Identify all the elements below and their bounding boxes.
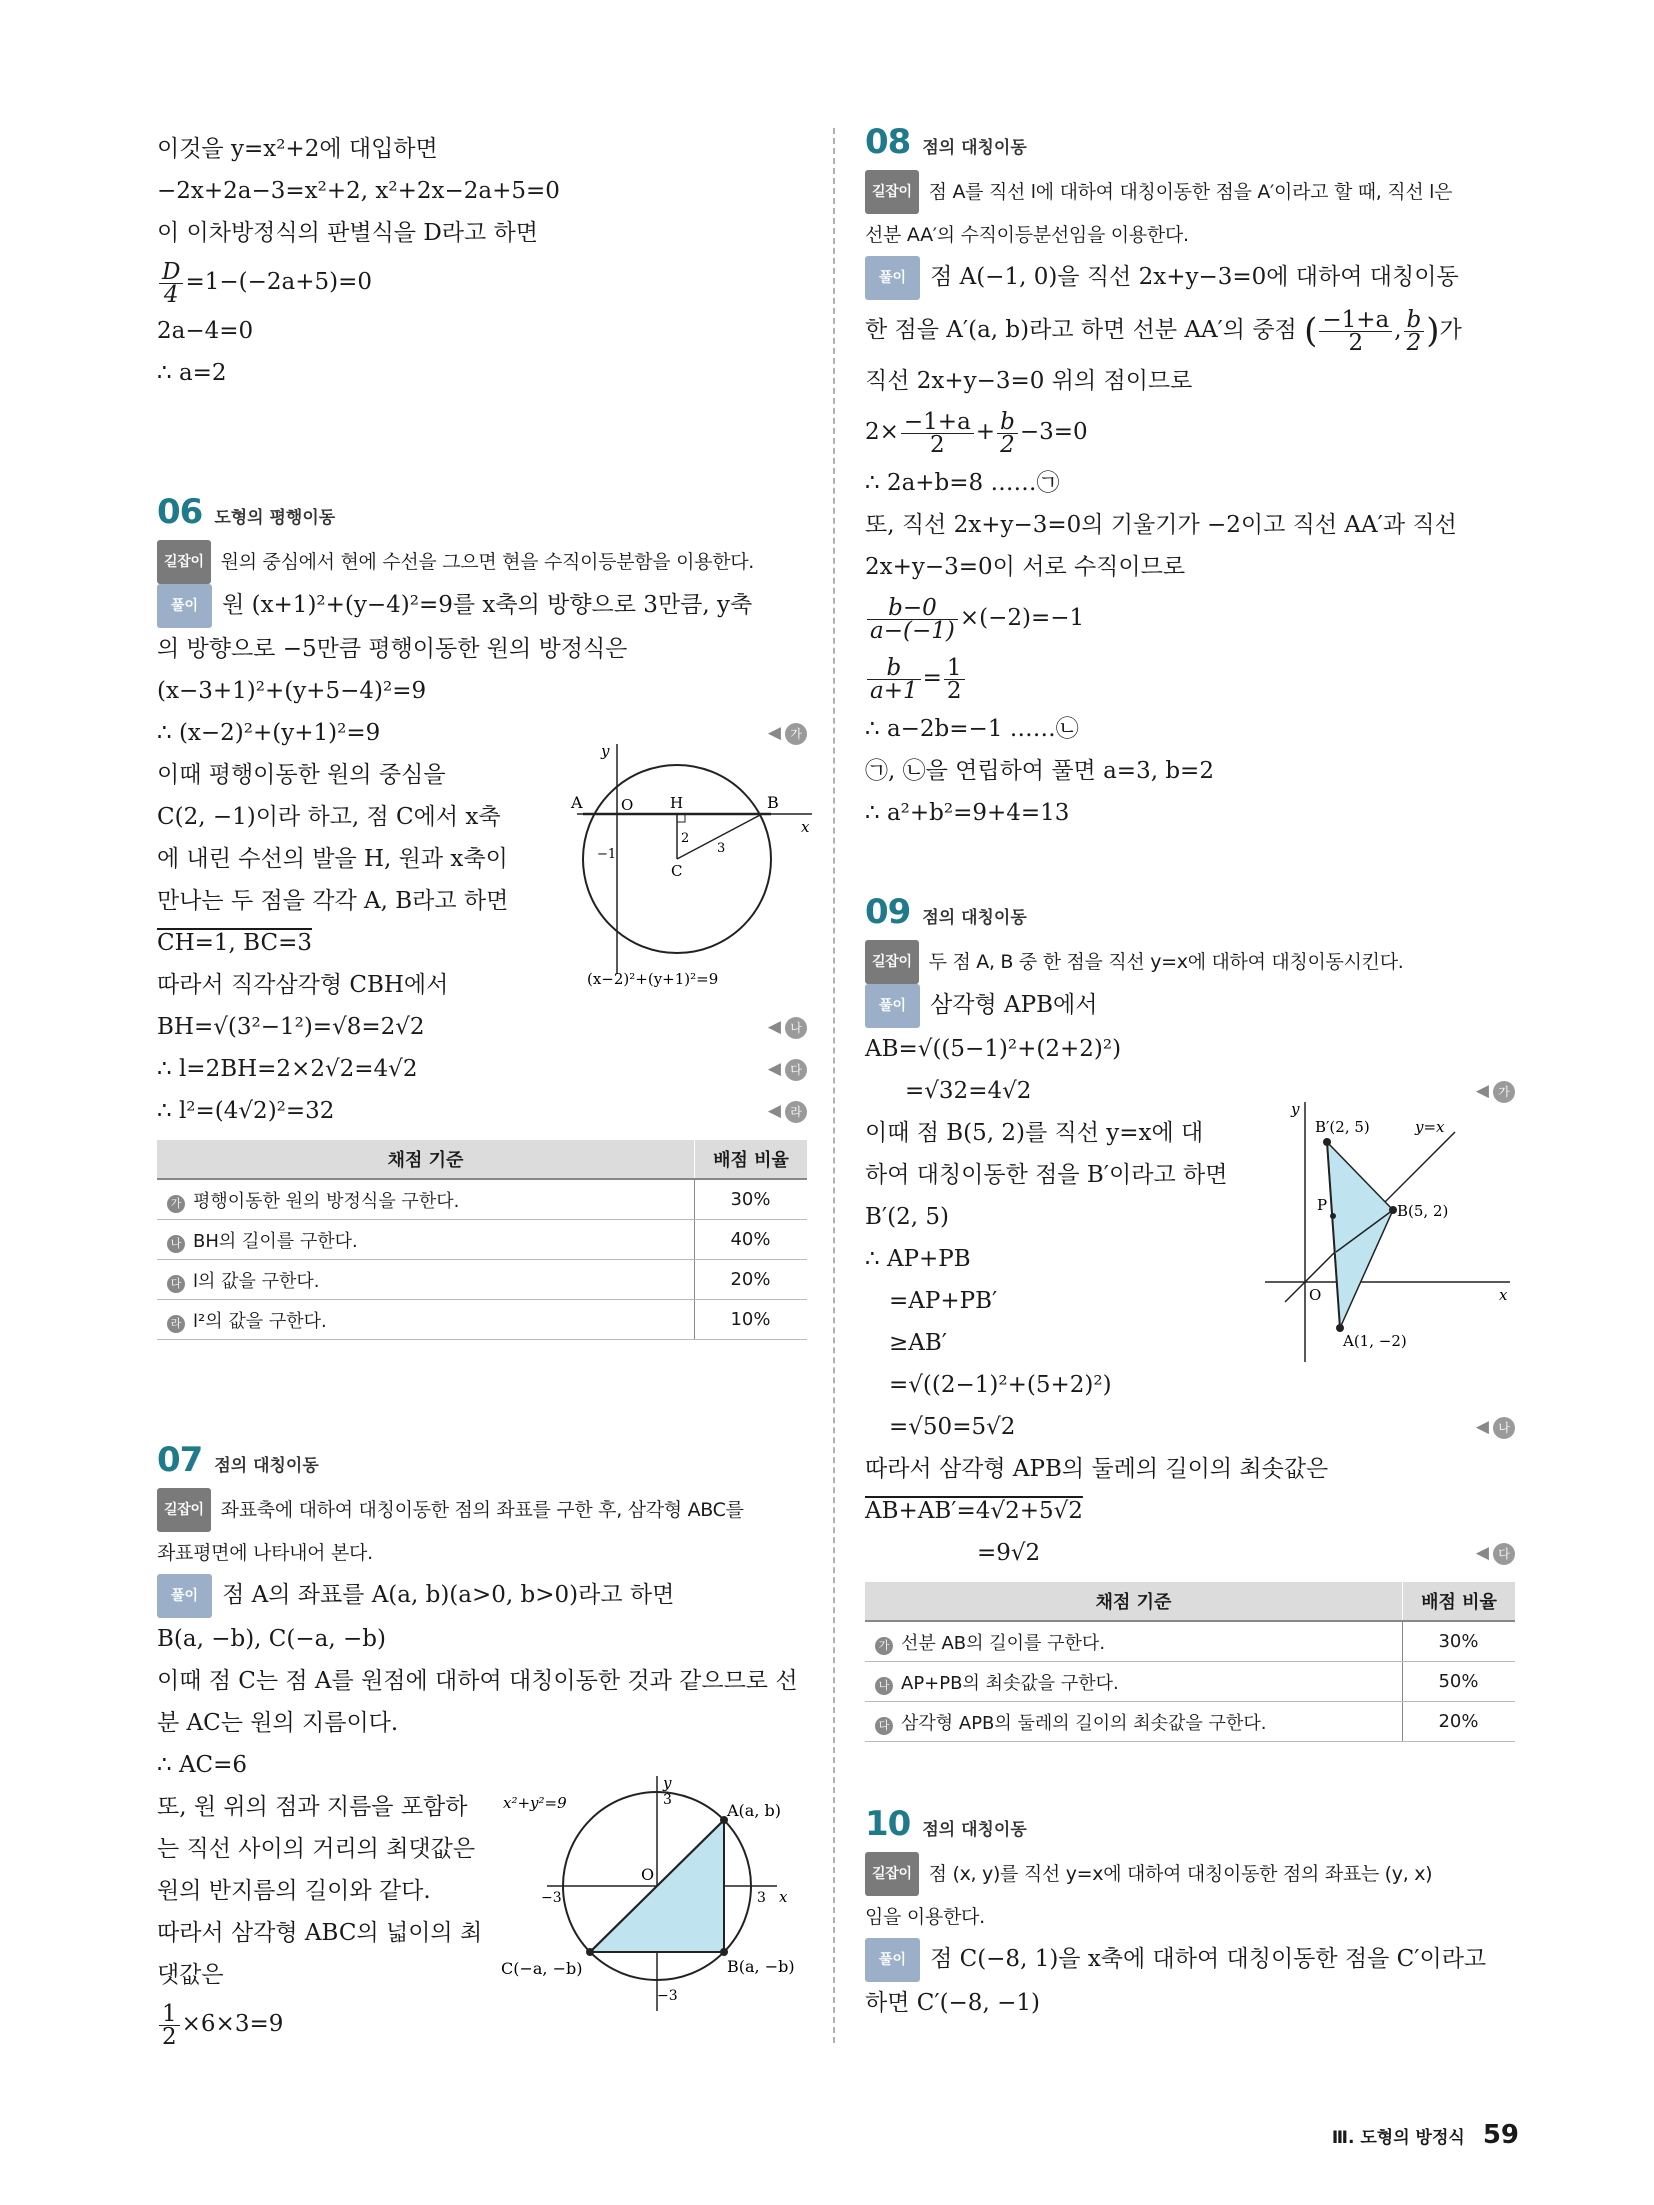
text-line: 원의 반지름의 길이와 같다. [157, 1878, 431, 1904]
text-line: 풀이 점 A의 좌표를 A(a, b)(a>0, b>0)라고 하면 [157, 1574, 807, 1618]
step-marker: ◀ 나 [1476, 1406, 1515, 1448]
label-B: B [767, 793, 779, 812]
text-line: B′(2, 5) [865, 1204, 949, 1230]
tick-y-3: −3 [657, 1988, 678, 2004]
fraction: $\frac{1}{2}$ [944, 657, 965, 702]
label-circle-eq: x²+y²=9 [503, 1794, 567, 1812]
text-line: 또, 원 위의 점과 지름을 포함하 [157, 1794, 468, 1820]
grading-table-06: 채점 기준 배점 비율 가 평행이동한 원의 방정식을 구한다. 30% 나 BH의 길이를 구한다. 40% 다 l의 값을 구한다. 20% 라 l²의 값을 구한다. 10% [157, 1140, 807, 1340]
step-marker: ◀ 가 [768, 712, 807, 754]
section-10-header: 10 점의 대칭이동 [865, 1804, 1027, 1844]
circle-figure [571, 742, 817, 994]
fraction: $\frac{D}{4}$ [159, 261, 183, 306]
text-line: 또, 직선 2x+y−3=0의 기울기가 −2이고 직선 AA′과 직선 [865, 512, 1457, 538]
text-line: $\frac{D}{4}$ =1−(−2a+5)=0 [157, 254, 807, 310]
solution-badge: 풀이 [157, 1574, 212, 1618]
label-O: O [621, 796, 634, 814]
text-line: 이 이차방정식의 판별식을 D라고 하면 [157, 220, 538, 246]
tick-y3: 3 [663, 1792, 672, 1808]
text-line: 따라서 직각삼각형 CBH에서 [157, 972, 449, 998]
section-08-header: 08 점의 대칭이동 [865, 122, 1027, 162]
column-divider [833, 128, 835, 2043]
label-O: O [641, 1865, 655, 1884]
fraction: $\frac{1}{2}$ [159, 2003, 180, 2048]
text-line: ∴ l²=(4√2)²=32 ◀ 라 [157, 1090, 807, 1132]
hint-badge: 길잡이 [865, 940, 919, 984]
solution-badge: 풀이 [865, 256, 920, 300]
label-A: A [571, 793, 583, 812]
text-line: 이것을 y=x²+2에 대입하면 [157, 136, 438, 162]
fraction: $\frac{b-0}{a-(-1)}$ [867, 597, 958, 642]
text-line: $\frac{b-0}{a-(-1)}$ ×(−2)=−1 [865, 588, 1515, 648]
section-09-header: 09 점의 대칭이동 [865, 892, 1027, 932]
step-marker: ◀ 다 [768, 1048, 807, 1090]
hint-line: 임을 이용한다. [865, 1906, 985, 1928]
axis-y: y [1291, 1100, 1300, 1118]
axis-x: x [779, 1888, 788, 1906]
hint-line: 길잡이 점 A를 직선 l에 대하여 대칭이동한 점을 A′이라고 할 때, 직선 l은 [865, 170, 1515, 214]
tick-x3: 3 [757, 1890, 766, 1906]
text-line: ㉠, ㉡을 연립하여 풀면 a=3, b=2 [865, 758, 1214, 784]
text-line: ∴ l=2BH=2×2√2=4√2 ◀ 다 [157, 1048, 807, 1090]
text-line: 풀이 점 C(−8, 1)을 x축에 대하여 대칭이동한 점을 C′이라고 [865, 1938, 1515, 1982]
axis-y: y [663, 1774, 672, 1792]
figure-caption: (x−2)²+(y+1)²=9 [587, 970, 719, 988]
solution-badge: 풀이 [865, 984, 920, 1028]
text-line: 하면 C′(−8, −1) [865, 1990, 1040, 2016]
step-marker: ◀ 나 [768, 1006, 807, 1048]
text-line: B(a, −b), C(−a, −b) [157, 1626, 386, 1652]
text-line: ∴ a=2 [157, 360, 227, 386]
step-marker: ◀ 가 [1476, 1070, 1515, 1112]
text-line: ∴ a²+b²=9+4=13 [865, 800, 1070, 826]
label-C: C(−a, −b) [501, 1959, 583, 1978]
label-B: B(5, 2) [1397, 1202, 1449, 1220]
hint-line: 선분 AA′의 수직이등분선임을 이용한다. [865, 224, 1189, 246]
label-C: C [671, 862, 683, 880]
label-minus1: −1 [597, 847, 617, 862]
label-Bprime: B′(2, 5) [1315, 1118, 1370, 1136]
axis-x: x [801, 818, 810, 836]
fraction: $\frac{b}{a+1}$ [867, 657, 921, 702]
left-column [157, 128, 810, 2052]
text-line: 이때 점 B(5, 2)를 직선 y=x에 대 [865, 1120, 1204, 1146]
label-A: A(a, b) [727, 1801, 781, 1820]
step-marker: ◀ 라 [768, 1090, 807, 1132]
text-line: 풀이 삼각형 APB에서 [865, 984, 1515, 1028]
text-line: 는 직선 사이의 거리의 최댓값은 [157, 1836, 476, 1862]
tick-x-3: −3 [541, 1890, 562, 1906]
hint-line: 좌표평면에 나타내어 본다. [157, 1542, 373, 1564]
text-line: ∴ AC=6 [157, 1752, 248, 1778]
text-line: =√50=5√2 ◀ 나 [865, 1406, 1515, 1448]
text-line: 한 점을 A′(a, b)라고 하면 선분 AA′의 중점 ( $\frac{-1+a}{2}$ , $\frac{b}{2}$ )가 [865, 306, 1462, 356]
text-line: $\frac{b}{a+1}$ = $\frac{1}{2}$ [865, 648, 1515, 708]
label-H: H [670, 794, 684, 812]
label-P: P [1317, 1196, 1328, 1214]
label-2: 2 [681, 831, 690, 846]
text-line: ≥AB′ [889, 1330, 948, 1356]
hint-badge: 길잡이 [157, 1488, 211, 1532]
hint-badge: 길잡이 [157, 540, 211, 584]
label-A: A(1, −2) [1343, 1332, 1407, 1350]
text-line: C(2, −1)이라 하고, 점 C에서 x축 [157, 804, 501, 830]
label-O: O [1309, 1286, 1322, 1304]
figure-block [865, 1100, 1515, 1448]
reflection-figure [1265, 1102, 1515, 1372]
text-line: 분 AC는 원의 지름이다. [157, 1710, 399, 1736]
text-line: ∴ (x−2)²+(y+1)²=9 ◀ 가 [157, 712, 807, 754]
hint-badge: 길잡이 [865, 170, 919, 214]
text-line: ∴ 2a+b=8 ……㉠ [865, 470, 1060, 496]
text-line: 하여 대칭이동한 점을 B′이라고 하면 [865, 1162, 1228, 1188]
fraction: $\frac{-1+a}{2}$ [901, 411, 974, 456]
text-line: $\frac{1}{2}$ ×6×3=9 [157, 1996, 807, 2052]
text-line: 에 내린 수선의 발을 H, 원과 x축이 [157, 846, 508, 872]
fraction: $\frac{b}{2}$ [997, 411, 1018, 456]
circle-triangle-figure [501, 1774, 807, 2016]
page-footer [1332, 2120, 1519, 2150]
text-line: AB+AB′=4√2+5√2 [865, 1498, 1083, 1524]
text-line: −2x+2a−3=x²+2, x²+2x−2a+5=0 [157, 178, 560, 204]
axis-y: y [601, 742, 610, 760]
text-line: ∴ AP+PB [865, 1246, 971, 1272]
text-line: 의 방향으로 −5만큼 평행이동한 원의 방정식은 [157, 636, 628, 662]
solution-badge: 풀이 [865, 1938, 920, 1982]
section-07-header: 07 점의 대칭이동 [157, 1440, 319, 1480]
step-marker: ◀ 다 [1476, 1532, 1515, 1574]
text-line: 이때 점 C는 점 A를 원점에 대하여 대칭이동한 것과 같으므로 선 [157, 1668, 798, 1694]
text-line: =9√2 ◀ 다 [865, 1532, 1515, 1574]
text-line: 풀이 원 (x+1)²+(y−4)²=9를 x축의 방향으로 3만큼, y축 [157, 584, 807, 628]
hint-line: 길잡이 점 (x, y)를 직선 y=x에 대하여 대칭이동한 점의 좌표는 (y, x) [865, 1852, 1515, 1896]
axis-x: x [1499, 1286, 1508, 1304]
text-line: =AP+PB′ [889, 1288, 998, 1314]
grading-table-09: 채점 기준 배점 비율 가 선분 AB의 길이를 구한다. 30% 나 AP+PB의 최솟값을 구한다. 50% 다 삼각형 APB의 둘레의 길이의 최솟값을 구한다. 20% [865, 1582, 1515, 1742]
label-B: B(a, −b) [727, 1957, 795, 1976]
fraction: $\frac{-1+a}{2}$ [1319, 309, 1392, 354]
text-line: 댓값은 [157, 1962, 224, 1988]
text-line: 따라서 삼각형 ABC의 넓이의 최 [157, 1920, 483, 1946]
text-line: 따라서 삼각형 APB의 둘레의 길이의 최솟값은 [865, 1456, 1329, 1482]
solution-badge: 풀이 [157, 584, 212, 628]
label-line: y=x [1415, 1118, 1445, 1136]
hint-line: 길잡이 원의 중심에서 현에 수선을 그으면 현을 수직이등분함을 이용한다. [157, 540, 807, 584]
text-line: 만나는 두 점을 각각 A, B라고 하면 [157, 888, 509, 914]
page-number: 59 [1482, 2120, 1519, 2150]
text-line: 이때 평행이동한 원의 중심을 [157, 762, 446, 788]
fraction: $\frac{b}{2}$ [1404, 309, 1425, 354]
text-line: CH=1, BC=3 [157, 930, 313, 956]
text-line: 2x+y−3=0이 서로 수직이므로 [865, 554, 1186, 580]
text-line: ∴ a−2b=−1 ……㉡ [865, 716, 1079, 742]
hint-line: 길잡이 두 점 A, B 중 한 점을 직선 y=x에 대하여 대칭이동시킨다. [865, 940, 1515, 984]
chapter-label: Ⅲ. 도형의 방정식 [1331, 2128, 1465, 2148]
text-line: 2× $\frac{-1+a}{2}$ + $\frac{b}{2}$ −3=0 [865, 408, 1088, 458]
text-line: BH=√(3²−1²)=√8=2√2 ◀ 나 [157, 1006, 807, 1048]
text-line: AB=√((5−1)²+(2+2)²) [865, 1036, 1122, 1062]
text-line: =√((2−1)²+(5+2)²) [889, 1372, 1112, 1398]
text-line: 직선 2x+y−3=0 위의 점이므로 [865, 368, 1193, 394]
label-3: 3 [717, 841, 726, 856]
text-line: =√32=4√2 ◀ 가 [865, 1070, 1515, 1112]
text-line: (x−3+1)²+(y+5−4)²=9 [157, 678, 427, 704]
hint-badge: 길잡이 [865, 1852, 919, 1896]
text-line: 풀이 점 A(−1, 0)을 직선 2x+y−3=0에 대하여 대칭이동 [865, 256, 1515, 300]
text-line: 2a−4=0 [157, 318, 254, 344]
hint-line: 길잡이 좌표축에 대하여 대칭이동한 점의 좌표를 구한 후, 삼각형 ABC를 [157, 1488, 807, 1532]
figure-block [157, 1774, 807, 2052]
section-06-header: 06 도형의 평행이동 [157, 492, 336, 532]
right-column [865, 122, 1515, 2024]
